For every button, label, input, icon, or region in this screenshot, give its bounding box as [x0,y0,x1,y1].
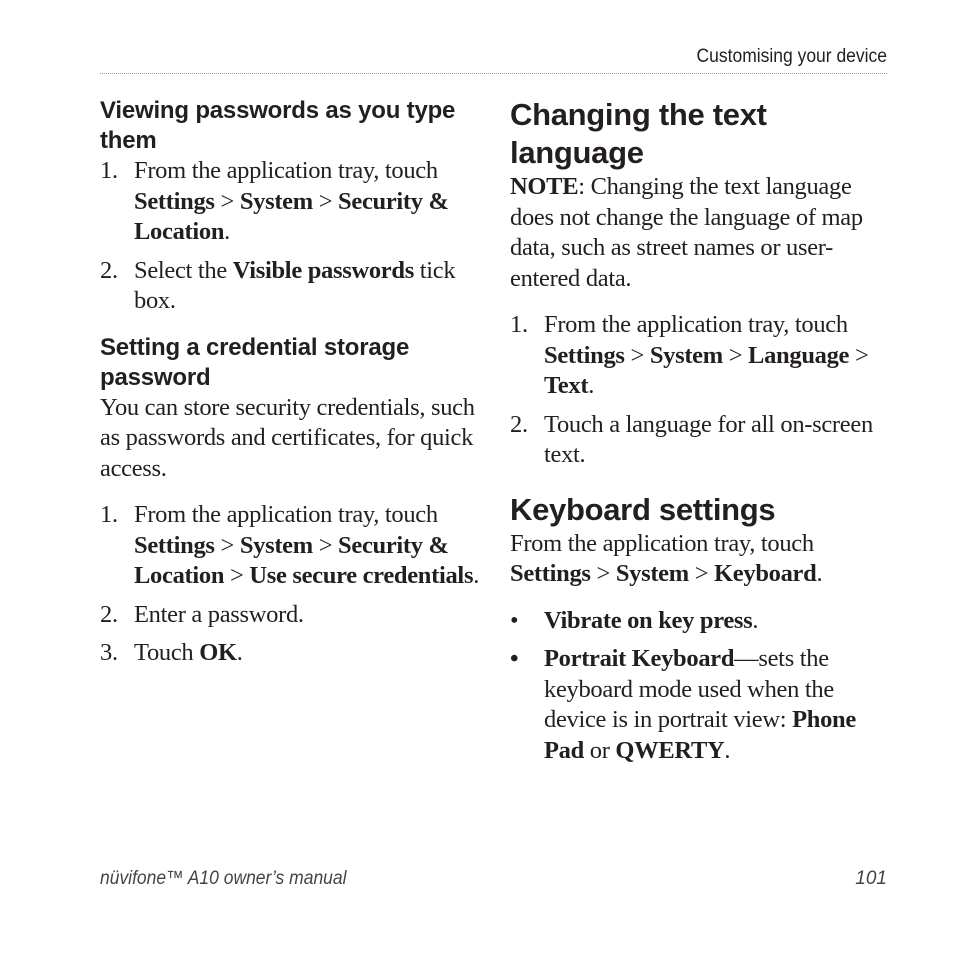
step-number: 2. [510,410,528,438]
menu-use-secure-credentials: Use secure credentials [249,562,474,589]
note-paragraph [510,172,890,294]
menu-settings: Settings [544,341,625,369]
note-label: NOTE [510,173,579,200]
note-text: : Changing the text language does not change the language of map data, such as street names or user-entered data. [510,173,863,292]
list-item [100,256,480,317]
step-number: 1. [100,157,118,184]
list-item [510,310,890,402]
menu-system: System [615,560,689,587]
step-text: From the application tray, touch [544,311,848,338]
section-heading-viewing-passwords: Viewing passwords as you type them [100,97,456,154]
header-divider [100,73,887,74]
steps-text-language [510,310,890,471]
right-column [510,96,890,766]
period: . [224,218,230,245]
menu-settings: Settings [134,187,215,215]
option-phone-pad: Phone Pad [544,706,856,764]
steps-viewing-passwords [100,156,480,317]
section-heading-credential-storage: Setting a credential storage password [100,333,410,391]
list-item [510,644,890,766]
section-heading-keyboard-settings: Keyboard settings [510,491,776,527]
menu-system: System [239,187,313,215]
menu-language: Language [748,341,850,369]
menu-keyboard: Keyboard [714,560,817,587]
step-text: From the application tray, touch [134,157,438,184]
menu-text: Text [544,372,589,399]
option-vibrate-on-key-press: Vibrate on key press [544,606,753,634]
menu-security-location: Security & Location [134,531,449,589]
separator: > [312,187,339,215]
paragraph-credential-intro: You can store security credentials, such as passwords and certificates, for quick access. [100,393,475,482]
list-item [510,410,890,471]
separator: > [312,531,339,559]
bullet-mark: • [510,606,519,634]
separator: > [214,531,240,559]
step-number: 1. [100,501,118,528]
step-number: 2. [100,256,118,284]
list-item [100,638,480,669]
separator: > [849,341,869,369]
bullet-text: —sets the keyboard mode used when the device is in portrait view: [544,645,834,733]
button-ok: OK [199,639,237,666]
section-heading-text-language: Changing the text language [510,97,767,170]
period: . [588,372,595,399]
bullets-keyboard [510,606,890,767]
period: . [816,560,823,587]
period: . [473,562,480,589]
step-number: 2. [100,600,118,628]
step-text: Touch a language for all on-screen text. [544,410,873,468]
bullet-text: or [583,736,616,764]
running-header: Customising your device [696,46,887,67]
menu-settings: Settings [134,531,215,559]
list-item [100,500,480,592]
separator: > [590,560,616,587]
separator: > [624,341,650,369]
page-number: 101 [855,868,887,889]
separator: > [224,562,250,589]
menu-settings: Settings [510,560,591,587]
left-column [100,96,480,669]
step-number: 1. [510,311,528,338]
separator: > [688,560,715,587]
period: . [752,606,759,634]
list-item [100,600,480,631]
step-text: Enter a password. [134,600,304,628]
separator: > [722,341,749,369]
separator: > [214,187,240,215]
intro-text: From the application tray, touch [510,529,814,557]
list-item [100,156,480,248]
list-item [510,606,890,637]
footer-manual-title: nüvifone™ A10 owner’s manual [100,868,347,889]
menu-security-location: Security & Location [134,187,449,245]
steps-credential-storage [100,500,480,669]
menu-system: System [239,531,313,559]
step-text: From the application tray, touch [134,501,438,528]
option-portrait-keyboard: Portrait Keyboard [544,645,735,672]
paragraph-keyboard-intro [510,529,890,590]
step-text: tick box. [134,256,456,314]
step-number: 3. [100,639,118,666]
option-visible-passwords: Visible passwords [232,256,414,284]
menu-system: System [649,341,723,369]
period: . [236,639,243,666]
step-text: Touch [134,639,200,666]
bullet-mark: • [510,645,519,672]
period: . [724,736,731,764]
step-text: Select the [134,256,233,284]
option-qwerty: QWERTY [615,736,725,764]
